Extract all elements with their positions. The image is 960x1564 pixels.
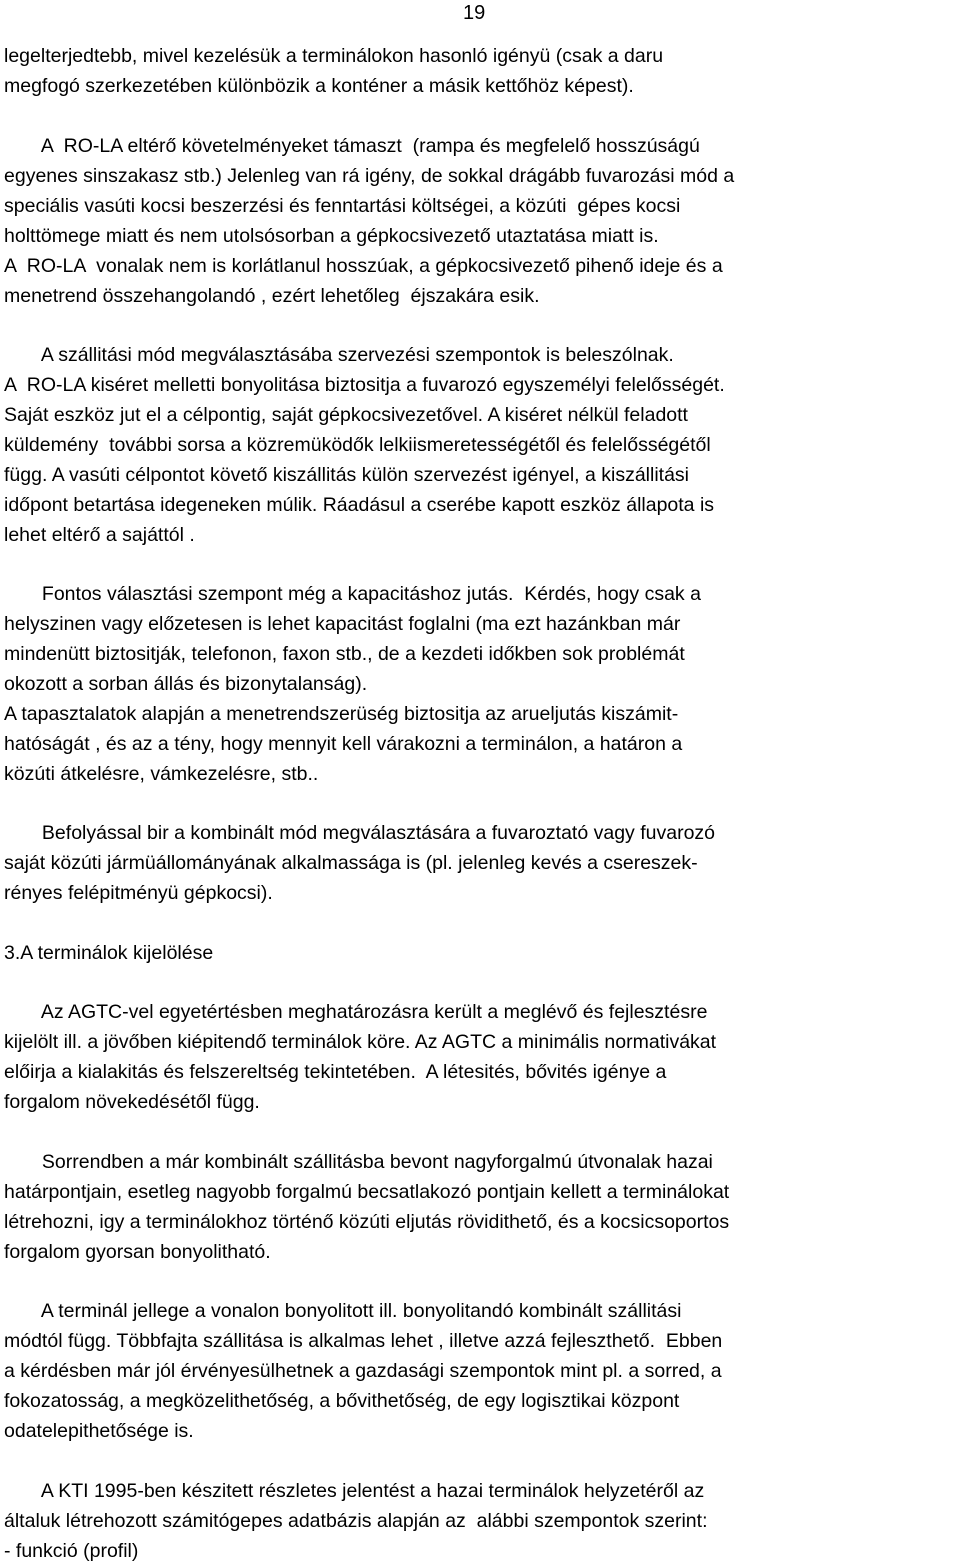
text-line: általuk létrehozott számitógepes adatbázis alapján az alábbi szempontok szerint: bbox=[4, 1510, 708, 1532]
text-line: A RO-LA kiséret melletti bonyolitása biztositja a fuvarozó egyszemélyi felelősségét. bbox=[4, 374, 725, 396]
section-heading: 3.A terminálok kijelölése bbox=[4, 942, 214, 964]
text-line: speciális vasúti kocsi beszerzési és fenntartási költségei, a közúti gépes kocsi bbox=[4, 195, 681, 217]
text-line: forgalom növekedésétől függ. bbox=[4, 1091, 260, 1113]
text-line: Befolyással bir a kombinált mód megválasztására a fuvaroztató vagy fuvarozó bbox=[4, 822, 716, 844]
text-line: saját közúti jármüállományának alkalmassága is (pl. jelenleg kevés a csereszek- bbox=[4, 852, 698, 874]
text-line: fokozatosság, a megközelithetőség, a bővithetőség, de egy logisztikai központ bbox=[4, 1390, 680, 1412]
text-line: Saját eszköz jut el a célpontig, saját gépkocsivezetővel. A kiséret nélkül feladott bbox=[4, 404, 688, 426]
text-line: lehet eltérő a sajáttól . bbox=[4, 524, 195, 546]
text-line: okozott a sorban állás és bizonytalanság). bbox=[4, 673, 368, 695]
text-line: holttömege miatt és nem utolsósorban a gépkocsivezető utaztatása miatt is. bbox=[4, 225, 659, 247]
text-line: odatelepithetősége is. bbox=[4, 1420, 194, 1442]
text-line: A RO-LA vonalak nem is korlátlanul hosszúak, a gépkocsivezető pihenő ideje és a bbox=[4, 255, 723, 277]
text-line: időpont betartása idegeneken múlik. Ráadásul a cserébe kapott eszköz állapota is bbox=[4, 494, 715, 516]
text-line: A tapasztalatok alapján a menetrendszerüség biztositja az arueljutás kiszámit- bbox=[4, 703, 679, 725]
text-line: A RO-LA eltérő követelményeket támaszt (rampa és megfelelő hosszúságú bbox=[4, 135, 700, 157]
text-line: hatóságát , és az a tény, hogy mennyit kell várakozni a terminálon, a határon a bbox=[4, 733, 683, 755]
text-line: legelterjedtebb, mivel kezelésük a terminálokon hasonló igényü (csak a daru bbox=[4, 45, 664, 67]
text-line: mindenütt biztositják, telefonon, faxon stb., de a kezdeti időkben sok problémát bbox=[4, 643, 685, 665]
text-line: kijelölt ill. a jövőben kiépitendő terminálok köre. Az AGTC a minimális normativákat bbox=[4, 1031, 717, 1053]
text-line: küldemény további sorsa a közremüködők lelkiismeretességétől és felelősségétől bbox=[4, 434, 711, 456]
text-line: A terminál jellege a vonalon bonyolitott ill. bonyolitandó kombinált szállitási bbox=[4, 1300, 682, 1322]
text-line: határpontjain, esetleg nagyobb forgalmú becsatlakozó pontjain kellett a terminálokat bbox=[4, 1181, 730, 1203]
text-line: menetrend összehangolandó , ezért lehetőleg éjszakára esik. bbox=[4, 285, 540, 307]
text-line: rényes felépitményü gépkocsi). bbox=[4, 882, 273, 904]
text-line: forgalom gyorsan bonyolitható. bbox=[4, 1241, 271, 1263]
text-line: közúti átkelésre, vámkezelésre, stb.. bbox=[4, 763, 319, 785]
text-line: függ. A vasúti célpontot követő kiszállitás külön szervezést igényel, a kiszállitási bbox=[4, 464, 690, 486]
list-item: - funkció (profil) bbox=[4, 1540, 139, 1562]
text-line: Fontos választási szempont még a kapacitáshoz jutás. Kérdés, hogy csak a bbox=[4, 583, 701, 605]
text-line: módtól függ. Többfajta szállitása is alkalmas lehet , illetve azzá fejleszthető. Ebben bbox=[4, 1330, 723, 1352]
text-line: előirja a kialakitás és felszereltség tekintetében. A létesités, bővités igénye a bbox=[4, 1061, 667, 1083]
text-line: létrehozni, igy a terminálokhoz történő közúti eljutás rövidithető, és a kocsicsoportos bbox=[4, 1211, 730, 1233]
text-line: A KTI 1995-ben készitett részletes jelentést a hazai terminálok helyzetéről az bbox=[4, 1480, 705, 1502]
text-line: helyszinen vagy előzetesen is lehet kapacitást foglalni (ma ezt hazánkban már bbox=[4, 613, 681, 635]
text-line: Az AGTC-vel egyetértésben meghatározásra került a meglévő és fejlesztésre bbox=[4, 1001, 708, 1023]
text-line: megfogó szerkezetében különbözik a konténer a másik kettőhöz képest). bbox=[4, 75, 634, 97]
text-line: Sorrendben a már kombinált szállitásba bevont nagyforgalmú útvonalak hazai bbox=[4, 1151, 713, 1173]
page-number: 19 bbox=[463, 2, 486, 24]
text-line: A szállitási mód megválasztásába szervezési szempontok is beleszólnak. bbox=[4, 344, 674, 366]
text-line: a kérdésben már jól érvényesülhetnek a gazdasági szempontok mint pl. a sorred, a bbox=[4, 1360, 722, 1382]
text-line: egyenes sinszakasz stb.) Jelenleg van rá igény, de sokkal drágább fuvarozási mód a bbox=[4, 165, 735, 187]
